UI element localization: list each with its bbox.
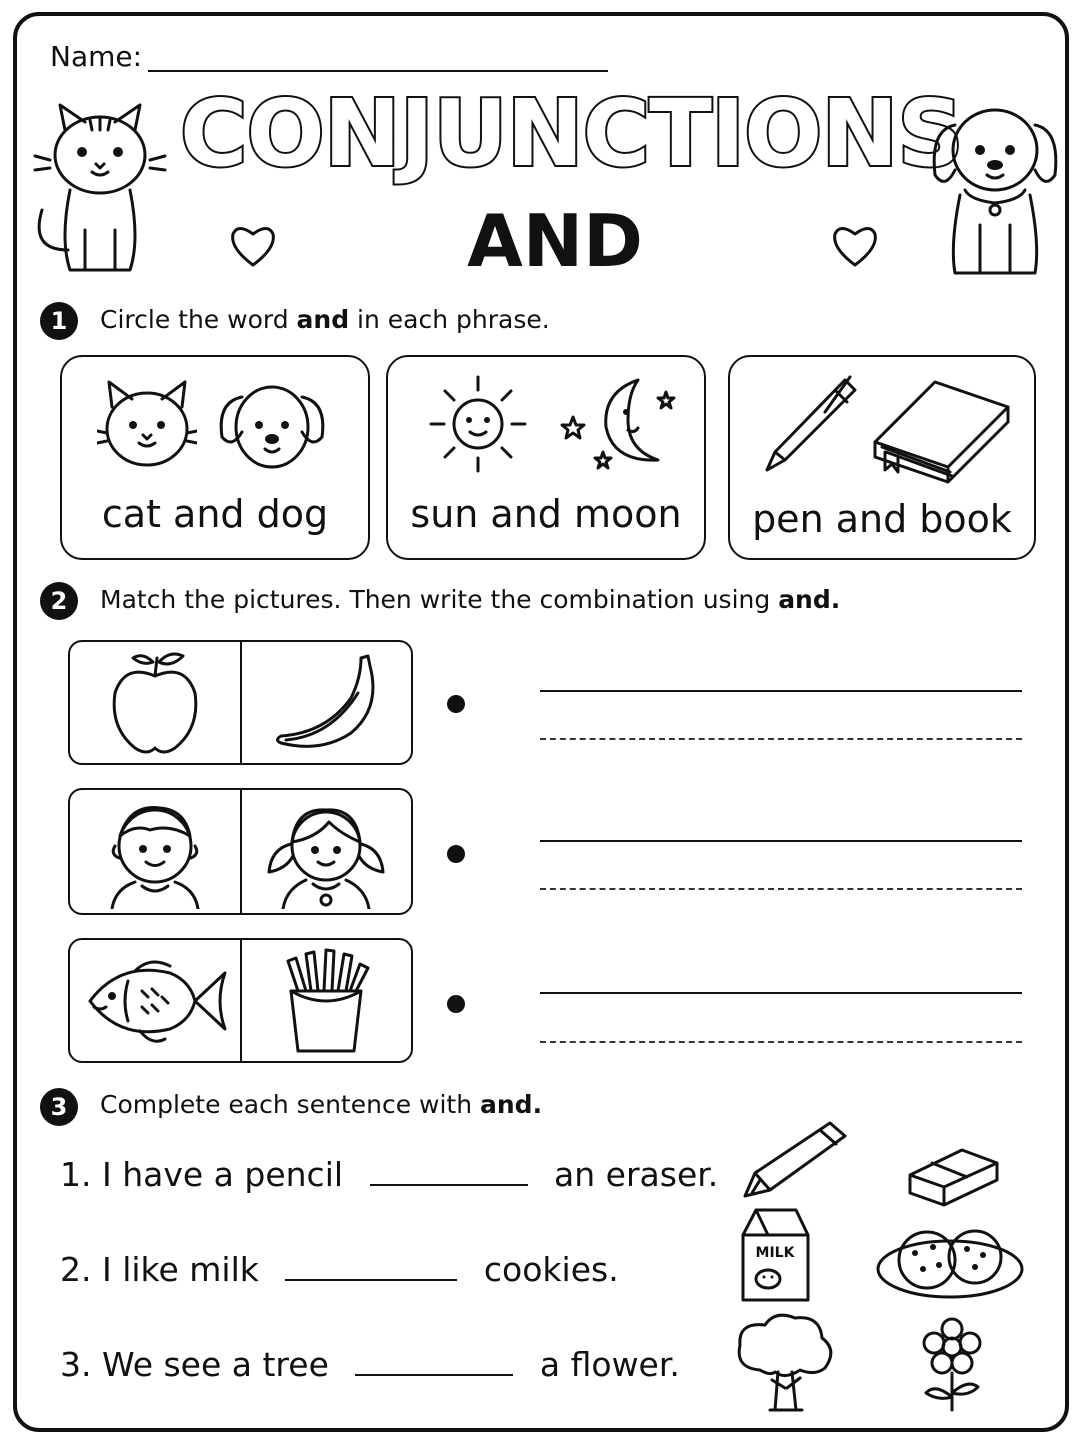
pencil-icon [740,1118,850,1200]
dog-icon [217,377,327,472]
answer-guide-line [540,738,1022,740]
milk-label: MILK [755,1245,795,1261]
name-field[interactable] [148,70,608,72]
apple-icon [70,642,240,763]
tree-icon [730,1310,840,1415]
banana-icon [240,642,412,763]
fill-in-blank[interactable] [355,1350,513,1376]
sentence-text: I like milk [102,1250,259,1289]
match-dot[interactable] [447,695,465,713]
flower-icon [910,1315,995,1415]
section1-instruction: Circle the word and in each phrase. [100,305,550,334]
section-number: 1 [40,302,78,340]
sentence-text: an eraser. [554,1155,719,1194]
fill-in-blank[interactable] [285,1255,457,1281]
sentence-row [60,1345,680,1384]
sentence-number: 3. [60,1345,92,1384]
heart-icon [228,220,278,270]
phrase-text: cat and dog [101,492,329,536]
answer-guide-line [540,1041,1022,1043]
picture-pair [68,640,413,765]
answer-guide-line [540,888,1022,890]
cat-mascot-icon [30,100,170,285]
boy-icon [70,790,240,913]
answer-line[interactable] [540,992,1022,994]
phrase-card [386,355,706,560]
section-number: 3 [40,1088,78,1126]
dog-mascot-icon [925,95,1065,285]
section2-instruction: Match the pictures. Then write the combination using and. [100,585,841,614]
name-label: Name: [50,40,143,73]
sun-icon [423,372,533,477]
sentence-number: 2. [60,1250,92,1289]
cat-icon [97,377,197,472]
girl-icon [240,790,412,913]
heart-icon [830,220,880,270]
fries-icon [240,940,412,1061]
page-subtitle: AND [467,199,643,283]
sentence-row [60,1250,619,1289]
book-icon [870,372,1015,487]
match-dot[interactable] [447,845,465,863]
section-number: 2 [40,582,78,620]
sentence-row [60,1155,718,1194]
phrase-card [60,355,370,560]
moon-icon [558,372,683,477]
picture-pair [68,788,413,915]
picture-pair [68,938,413,1063]
fill-in-blank[interactable] [370,1160,528,1186]
sentence-text: We see a tree [102,1345,329,1384]
sentence-text: a flower. [539,1345,680,1384]
sentence-text: cookies. [483,1250,619,1289]
fish-icon [70,940,240,1061]
phrase-card [728,355,1036,560]
phrase-text: sun and moon [410,492,682,536]
sentence-number: 1. [60,1155,92,1194]
page-title: CONJUNCTIONS [180,80,963,187]
answer-line[interactable] [540,840,1022,842]
eraser-icon [902,1135,1002,1210]
pen-icon [755,372,865,482]
section3-instruction: Complete each sentence with and. [100,1090,543,1119]
sentence-text: I have a pencil [102,1155,344,1194]
phrase-text: pen and book [752,497,1012,541]
milk-icon [738,1205,813,1303]
match-dot[interactable] [447,995,465,1013]
answer-line[interactable] [540,690,1022,692]
cookies-icon [875,1225,1025,1300]
